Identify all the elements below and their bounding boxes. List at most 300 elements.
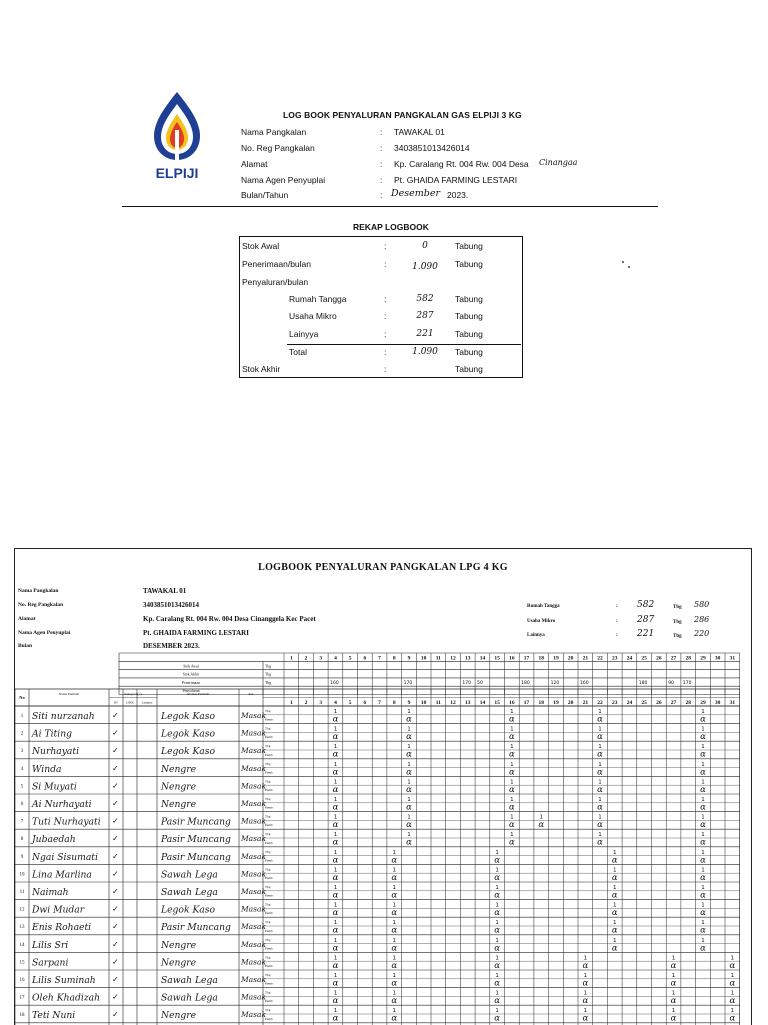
row-sub-tag: Pemb (265, 717, 273, 722)
rekap-value: 582 (416, 294, 434, 304)
signature-mark: α (391, 908, 398, 919)
row-sub-tag: Pemb (265, 946, 273, 951)
rekap-unit: Tabung (455, 347, 483, 357)
quantity-mark: 1 (613, 867, 617, 874)
buyer-note: Masak (241, 711, 267, 720)
quantity-mark: 1 (701, 920, 705, 927)
summary-unit: Tbg (673, 634, 682, 639)
delivery-value: 120 (550, 680, 560, 686)
signature-mark: α (332, 749, 339, 760)
signature-mark: α (611, 855, 618, 866)
buyer-name: Ngai Sisumati (32, 851, 98, 863)
sheet-title: LOGBOOK PENYALURAN PANGKALAN LPG 4 KG (258, 562, 508, 573)
row-sub-tag: Pemb (265, 928, 273, 933)
field-label: Nama Pangkalan (241, 127, 307, 137)
rekap-unit: Tabung (455, 329, 483, 339)
row-sub-tag: Tbg (265, 937, 271, 942)
quantity-mark: 1 (407, 726, 411, 733)
quantity-mark: 1 (333, 990, 338, 997)
day-number: 24 (626, 655, 633, 662)
buyer-name: Teti Nuni (32, 1010, 76, 1022)
field-label: Nama Agen Penyuplai (241, 175, 326, 185)
rekap-unit: Tabung (455, 311, 483, 321)
day-number: 4 (334, 700, 337, 706)
signature-mark: α (406, 732, 412, 743)
rekap-unit: Tabung (455, 259, 483, 269)
signature-mark: α (508, 749, 515, 760)
day-number: 1 (289, 655, 293, 662)
signature-mark: α (391, 960, 398, 971)
signature-mark: α (597, 767, 603, 778)
rekap-colon: : (384, 329, 387, 339)
buyer-address: Sawah Lega (161, 975, 218, 986)
quantity-mark: 1 (671, 955, 676, 962)
day-number: 8 (392, 700, 396, 706)
quantity-mark: 1 (701, 937, 705, 944)
signature-mark: α (582, 1013, 589, 1024)
header-nama: Nama Pembeli (58, 692, 80, 696)
field-colon: : (380, 143, 383, 153)
quantity-mark: 1 (701, 726, 705, 733)
quantity-mark: 1 (333, 955, 338, 962)
quantity-mark: 1 (333, 902, 338, 909)
delivery-value: 180 (638, 680, 648, 686)
day-number: 29 (700, 700, 706, 706)
category-check: ✓ (112, 781, 119, 791)
row-number: 2 (20, 731, 24, 737)
quantity-mark: 1 (495, 937, 499, 944)
quantity-mark: 1 (333, 761, 338, 768)
quantity-mark: 1 (510, 761, 514, 768)
day-number: 31 (729, 700, 736, 706)
quantity-mark: 1 (598, 744, 602, 751)
quantity-mark: 1 (392, 849, 396, 856)
buyer-address: Nengre (161, 957, 197, 969)
rekap-colon: : (384, 347, 387, 357)
rekap-penyaluran-label: Penyaluran/bulan (242, 277, 309, 287)
quantity-mark: 1 (333, 867, 338, 874)
rekap-label: Total (289, 347, 307, 357)
buyer-name: Jubaedah (32, 834, 76, 846)
row-sub-tag: Tbg (265, 973, 271, 977)
day-number: 24 (626, 700, 633, 706)
delivery-value: 90 (668, 680, 674, 686)
buyer-name: Dwi Mudar (32, 904, 85, 916)
field-hand-value: Cinangaa (539, 158, 578, 167)
signature-mark: α (670, 978, 677, 989)
category-check: ✓ (112, 904, 119, 914)
rekap-value: 221 (416, 329, 434, 339)
row-sub-tag: Tbg (265, 955, 271, 960)
quantity-mark: 1 (583, 990, 588, 997)
row-sub-tag: Pemb (265, 858, 273, 863)
buyer-note: Masak (241, 939, 267, 949)
speck (628, 266, 630, 268)
row-sub-tag: Pemb (265, 840, 273, 845)
field-colon: : (380, 190, 383, 200)
day-number: 30 (714, 700, 721, 706)
signature-mark: α (508, 784, 515, 795)
buyer-note: Masak (241, 1010, 267, 1020)
signature-mark: α (700, 820, 706, 831)
day-number: 2 (304, 700, 308, 706)
signature-mark: α (406, 802, 412, 813)
summary-extra: 580 (694, 600, 710, 609)
buyer-name: Lilis Suminah (32, 975, 96, 986)
row-number: 12 (19, 907, 25, 913)
field-hand-value: Desember (391, 188, 440, 199)
summary-unit: Tbg (673, 620, 682, 625)
buyer-address: Pasir Muncang (161, 922, 231, 934)
quantity-mark: 1 (407, 832, 411, 839)
signature-mark: α (597, 802, 603, 813)
buyer-name: Tuti Nurhayati (32, 816, 101, 828)
quantity-mark: 1 (333, 1008, 338, 1015)
quantity-mark: 1 (701, 832, 705, 839)
rekap-colon: : (384, 259, 387, 269)
buyer-note: Masak (241, 746, 267, 756)
signature-mark: α (700, 872, 706, 883)
header-no: No (19, 695, 25, 700)
day-number: 10 (420, 655, 427, 662)
day-number: 15 (494, 700, 500, 706)
row-sub-tag: Pemb (265, 752, 273, 757)
sheet-label-bulan: Bulan (18, 643, 33, 649)
day-number: 22 (597, 700, 603, 706)
quantity-mark: 1 (333, 973, 338, 979)
day-number: 19 (553, 655, 559, 662)
signature-mark: α (597, 837, 603, 848)
buyer-name: Lina Marlina (32, 869, 92, 881)
delivery-value: 170 (462, 680, 471, 686)
signature-mark: α (332, 802, 339, 813)
row-sub-tag: Pemb (265, 1016, 273, 1021)
signature-mark: α (406, 837, 412, 848)
signature-mark: α (406, 714, 412, 725)
day-number: 12 (450, 655, 456, 662)
header-kategori: Kategori (√) (124, 692, 142, 696)
buyer-address: Legok Kaso (161, 746, 216, 758)
row-sub-tag: Tbg (265, 902, 271, 907)
row-sub-tag: Pemb (265, 823, 273, 828)
row-sub-tag: Tbg (265, 867, 271, 872)
buyer-note: Masak (241, 975, 267, 984)
quantity-mark: 1 (333, 832, 338, 839)
row-sub-tag: Tbg (265, 1008, 271, 1013)
row-sub-tag: Pemb (265, 876, 273, 880)
buyer-note: Masak (241, 957, 267, 967)
summary-extra: 286 (694, 615, 710, 624)
row-sub-tag: Pemb (265, 964, 273, 968)
day-number: 18 (538, 700, 544, 706)
row-number: 18 (19, 1013, 25, 1019)
signature-mark: α (332, 820, 339, 831)
row-number: 13 (19, 925, 25, 931)
buyer-name: Ai Titing (32, 728, 72, 740)
signature-mark: α (729, 978, 736, 989)
signature-mark: α (406, 749, 412, 760)
signature-mark: α (494, 1013, 501, 1024)
buyer-address: Nengre (161, 781, 197, 793)
day-number: 6 (363, 655, 367, 662)
header-alamat: Alamat Pembeli (186, 692, 210, 696)
day-number: 5 (348, 655, 352, 662)
signature-mark: α (508, 802, 515, 813)
signature-mark: α (332, 855, 339, 866)
quantity-mark: 1 (539, 814, 543, 821)
buyer-name: Winda (32, 763, 62, 775)
header-kategori-col: Lainnya (141, 700, 153, 705)
signature-mark: α (597, 732, 603, 743)
category-check: ✓ (112, 763, 119, 773)
upper-row-tag: Tbg (265, 664, 272, 669)
day-number: 23 (612, 655, 618, 662)
buyer-note: Masak (241, 799, 267, 808)
quantity-mark: 1 (510, 814, 514, 821)
day-number: 27 (670, 700, 677, 706)
day-number: 11 (435, 655, 441, 662)
day-number: 3 (319, 655, 323, 662)
rekap-colon: : (384, 241, 387, 251)
buyer-address: Nengre (161, 939, 197, 951)
signature-mark: α (700, 890, 706, 901)
row-sub-tag: Tbg (265, 709, 271, 713)
quantity-mark: 1 (598, 814, 602, 821)
category-check: ✓ (112, 957, 119, 967)
day-number: 23 (612, 700, 618, 706)
day-number: 2 (304, 655, 308, 662)
buyer-note: Masak (241, 887, 267, 896)
summary-value: 287 (637, 615, 655, 625)
signature-mark: α (700, 925, 706, 936)
sheet-value-noreg: 3403851013426014 (143, 601, 199, 609)
quantity-mark: 1 (333, 779, 338, 786)
signature-mark: α (494, 978, 501, 989)
rekap-penerimaan (242, 259, 522, 272)
field-label: Bulan/Tahun (241, 190, 289, 200)
quantity-mark: 1 (583, 973, 588, 979)
quantity-mark: 1 (510, 832, 514, 839)
signature-mark: α (597, 820, 603, 831)
day-number: 25 (641, 655, 647, 662)
buyer-note: Masak (241, 816, 267, 826)
buyer-address: Nengre (161, 1010, 197, 1022)
quantity-mark: 1 (510, 726, 514, 733)
quantity-mark: 1 (495, 973, 499, 979)
signature-mark: α (391, 855, 398, 866)
signature-mark: α (611, 872, 618, 883)
signature-mark: α (729, 960, 736, 971)
day-number: 7 (378, 700, 381, 706)
summary-colon: : (616, 619, 618, 624)
quantity-mark: 1 (613, 937, 617, 944)
category-check: ✓ (112, 939, 119, 949)
day-number: 1 (289, 700, 293, 706)
quantity-mark: 1 (598, 797, 602, 803)
buyer-name: Si Muyati (32, 781, 77, 793)
signature-mark: α (494, 890, 501, 901)
row-sub-tag: Pemb (265, 911, 273, 916)
row-sub-tag: Pemb (265, 893, 273, 898)
signature-mark: α (406, 767, 412, 778)
signature-mark: α (700, 943, 706, 954)
day-number: 14 (479, 655, 486, 662)
quantity-mark: 1 (495, 955, 499, 962)
delivery-value: 170 (682, 680, 692, 686)
quantity-mark: 1 (407, 709, 411, 715)
row-sub-tag: Tbg (265, 779, 271, 784)
quantity-mark: 1 (613, 902, 617, 909)
signature-mark: α (332, 943, 339, 954)
day-number: 30 (714, 655, 721, 662)
row-sub-tag: Tbg (265, 885, 271, 889)
buyer-note: Masak (241, 922, 267, 932)
signature-mark: α (332, 996, 339, 1007)
category-check: ✓ (112, 728, 119, 738)
header-kategori-col: UMK (126, 700, 134, 705)
category-check: ✓ (112, 1010, 119, 1020)
signature-mark: α (494, 960, 501, 971)
quantity-mark: 1 (495, 867, 499, 874)
buyer-name: Siti nurzanah (32, 711, 95, 722)
quantity-mark: 1 (392, 885, 396, 891)
row-number: 9 (20, 854, 24, 860)
quantity-mark: 1 (392, 1008, 396, 1015)
header-ket: Ket (248, 692, 254, 696)
quantity-mark: 1 (701, 814, 705, 821)
buyer-name: Oleh Khadizah (32, 992, 101, 1004)
category-check: ✓ (112, 799, 119, 808)
buyer-note: Masak (241, 869, 267, 879)
signature-mark: α (332, 960, 339, 971)
quantity-mark: 1 (730, 990, 735, 997)
buyer-address: Sawah Lega (161, 869, 218, 881)
row-number: 14 (19, 942, 25, 948)
row-number: 3 (20, 749, 24, 755)
day-number: 21 (582, 655, 589, 662)
signature-mark: α (391, 890, 398, 901)
rekap-label: Stok Akhir (242, 364, 281, 374)
quantity-mark: 1 (333, 744, 338, 751)
row-sub-tag: Tbg (265, 761, 271, 766)
signature-mark: α (729, 996, 736, 1007)
row-sub-tag: Tbg (265, 744, 271, 749)
quantity-mark: 1 (392, 920, 396, 927)
category-check: ✓ (112, 869, 119, 879)
signature-mark: α (538, 820, 545, 831)
day-number: 26 (656, 700, 662, 706)
field-value: Pt. GHAIDA FARMING LESTARI (394, 175, 518, 185)
logbook-title: LOG BOOK PENYALURAN PANGKALAN GAS ELPIJI 3 KG (283, 110, 522, 120)
signature-mark: α (700, 732, 706, 743)
signature-mark: α (670, 960, 677, 971)
speck (622, 261, 624, 263)
buyer-address: Nengre (161, 763, 197, 775)
delivery-value: 180 (521, 680, 530, 686)
summary-value: 221 (637, 629, 655, 639)
quantity-mark: 1 (671, 990, 676, 997)
signature-mark: α (494, 996, 501, 1007)
header-divider (122, 206, 658, 207)
rekap-label: Lainyya (289, 329, 319, 339)
signature-mark: α (332, 837, 339, 848)
quantity-mark: 1 (495, 902, 499, 909)
quantity-mark: 1 (333, 814, 338, 821)
quantity-mark: 1 (730, 973, 735, 979)
rekap-value: 1.090 (412, 262, 438, 272)
signature-mark: α (700, 802, 706, 813)
day-number: 28 (685, 655, 691, 662)
buyer-address: Pasir Muncang (161, 851, 231, 863)
row-number: 8 (20, 837, 24, 843)
upper-row-tag: Tbg (265, 680, 272, 685)
category-check: ✓ (112, 975, 119, 984)
row-number: 4 (20, 766, 24, 772)
row-number: 17 (19, 995, 25, 1001)
signature-mark: α (406, 784, 412, 795)
day-number: 12 (450, 700, 456, 706)
signature-mark: α (700, 855, 706, 866)
quantity-mark: 1 (701, 744, 705, 751)
buyer-note: Masak (241, 992, 267, 1002)
rekap-box (239, 236, 523, 378)
day-number: 16 (509, 700, 515, 706)
category-check: ✓ (112, 922, 119, 932)
row-sub-tag: Tbg (265, 832, 271, 837)
signature-mark: α (611, 908, 618, 919)
quantity-mark: 1 (701, 779, 705, 786)
category-check: ✓ (112, 816, 119, 826)
logo-wordmark: ELPIJI (155, 165, 199, 181)
quantity-mark: 1 (333, 797, 338, 803)
row-sub-tag: Pemb (265, 770, 273, 775)
quantity-mark: 1 (407, 744, 411, 751)
quantity-mark: 1 (730, 1008, 735, 1015)
day-number: 16 (509, 655, 515, 662)
day-number: 3 (319, 700, 323, 706)
summary-label: Usaha Mikro (527, 619, 556, 624)
quantity-mark: 1 (701, 867, 705, 874)
day-number: 11 (435, 700, 441, 706)
signature-mark: α (494, 925, 501, 936)
category-check: ✓ (112, 992, 119, 1002)
signature-mark: α (332, 732, 339, 743)
signature-mark: α (611, 925, 618, 936)
quantity-mark: 1 (701, 849, 705, 856)
quantity-mark: 1 (407, 779, 411, 786)
buyer-note: Masak (241, 728, 267, 738)
sheet-label-nama: Nama Pangkalan (18, 588, 59, 594)
day-number: 14 (479, 700, 486, 706)
field-label: Alamat (241, 159, 268, 169)
sheet-value-agen: Pt. GHAIDA FARMING LESTARI (143, 629, 249, 637)
buyer-address: Legok Kaso (161, 904, 216, 916)
quantity-mark: 1 (392, 867, 396, 874)
delivery-value: 50 (477, 680, 483, 686)
signature-mark: α (597, 784, 603, 795)
rekap-total-divider (287, 344, 521, 345)
quantity-mark: 1 (598, 832, 602, 839)
signature-mark: α (391, 996, 398, 1007)
row-number: 10 (19, 872, 25, 878)
row-number: 16 (19, 978, 25, 983)
day-number: 9 (407, 655, 411, 662)
row-sub-tag: Pemb (265, 788, 273, 792)
quantity-mark: 1 (598, 779, 602, 786)
signature-mark: α (582, 996, 589, 1007)
delivery-value: 160 (330, 680, 339, 686)
category-check: ✓ (112, 887, 119, 896)
